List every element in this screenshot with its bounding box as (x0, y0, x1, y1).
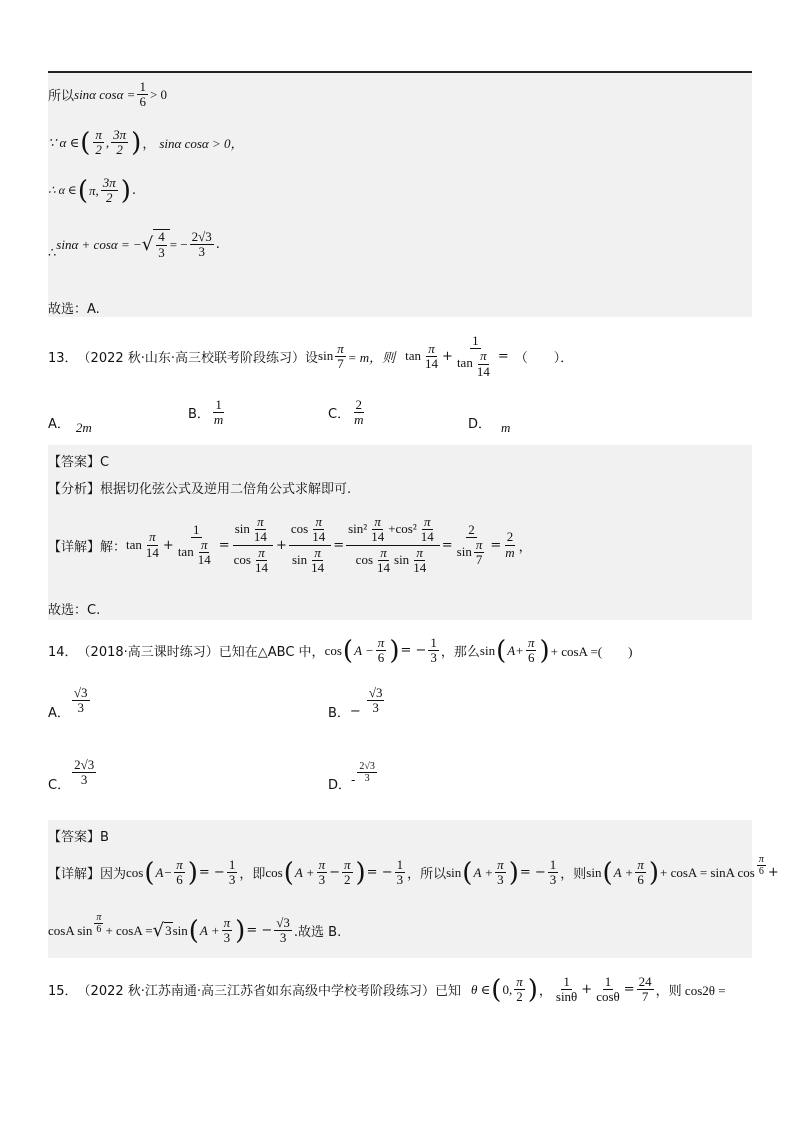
math: ∵ α ∈ (48, 134, 80, 150)
math: = m，则 (347, 349, 396, 365)
math: π, (88, 182, 99, 198)
question-source: （2022 秋·江苏南通·高三江苏省如东高级中学校考阶段练习）已知 (77, 984, 462, 1000)
q14-detail-line-2: cosA sin $\frac{\pi}{6}$ + cosA = √ 3 sin ( A + $\frac{\pi}{3}$ ) = − $\frac{√3}{3}$ .故选 B. (48, 912, 342, 946)
prev-line-2: ∵ α ∈ ( $\frac{\pi}{2}$ , $\frac{3\pi}{2}$ ) ， sinα cosα > 0， (48, 127, 244, 158)
question-number: 14． (48, 645, 78, 661)
question-number: 15． (48, 984, 78, 1000)
fraction: $\frac{\pi}{2}$ (95, 127, 102, 158)
prev-line-4 (48, 228, 220, 261)
math: ∴ α ∈ (48, 183, 77, 198)
q13-option-b[interactable]: B． $\frac{1}{m}$ (188, 397, 224, 428)
fraction: $\frac{1}{6}$ (139, 79, 146, 110)
previous-solution-panel (48, 73, 752, 317)
prev-line-3: ∴ α ∈ ( π, $\frac{3\pi}{2}$ ) . (48, 175, 137, 206)
detail-label: 【详解】解： (48, 539, 127, 555)
fraction: $\frac{\pi}{14}$ (425, 340, 439, 371)
sqrt: √ $\frac{4}{3}$ (142, 229, 170, 260)
q13-choice: 故选：C. (48, 603, 101, 618)
q13-answer: 【答案】C (48, 455, 110, 470)
q13-option-a[interactable]: A． 2m (48, 416, 92, 435)
q14-option-b[interactable]: B． − $\frac{√3}{3}$ (328, 684, 383, 721)
math: . (131, 183, 137, 199)
q13-analysis: 【分析】根据切化弦公式及逆用二倍角公式求解即可. (48, 482, 352, 497)
q14-stem: 14． （2018·高三课时练习）已知在△ABC 中， cos ( A − $\frac{\pi}{6}$ ) = − $\frac{1}{3}$ ，那么 sin ( A+ $\frac{\pi}{6}$ ) + cosA =( ) (48, 635, 633, 666)
q14-answer: 【答案】B (48, 830, 109, 845)
prev-line-1 (48, 80, 167, 110)
math: + (442, 348, 453, 364)
math: = (497, 348, 509, 364)
math: ∴ (48, 246, 57, 261)
fraction: $\frac{3\pi}{2}$ (113, 127, 127, 158)
math: . (215, 237, 220, 252)
prev-choice: 故选：A. (48, 302, 100, 317)
fraction: $\frac{2√3}{3}$ (191, 228, 212, 259)
fraction: 1 tan $\frac{\pi}{14}$ (456, 333, 490, 379)
question-source: （2022 秋·山东·高三校联考阶段练习）设 (77, 350, 319, 366)
question-number: 13． (48, 350, 78, 366)
q13-detail: 【详解】解： tan $\frac{\pi}{14}$ + 1 tan $\frac{\pi}{14}$ = sin $\frac{\pi}{14}$ cos $\frac{\pi}{14}$ + cos $\frac{\pi}{14}$ sin $\frac{\pi}{14}$ = sin² $\frac{\pi}{14}$ +cos² $\frac{\pi}{14}$ cos $\frac{\pi}{14}$ sin $\frac{\pi}{14}$ = 2 sin $\frac{\pi}{7}$ = $\frac{2}{m}$ ， (48, 514, 532, 575)
q14-option-a[interactable]: A． $\frac{√3}{3}$ (48, 684, 88, 721)
math: sinα cosα = (74, 86, 136, 102)
math: sinα cosα > 0， (159, 136, 244, 152)
q14-detail-line-1: 【详解】因为 cos ( A− $\frac{\pi}{6}$ ) = − $\frac{1}{3}$ ，即 cos ( A + $\frac{\pi}{3}$ − $\frac{\pi}{2}$ ) = − $\frac{1}{3}$ ，所以 sin ( A + $\frac{\pi}{3}$ ) = − $\frac{1}{3}$ ，则 sin ( A + $\frac{\pi}{6}$ ) + cosA = sinA cos $\frac{\pi}{6}$ + (48, 854, 779, 888)
math: sin (318, 348, 334, 364)
math: > 0 (149, 86, 168, 102)
fraction: $\frac{\pi}{7}$ (337, 340, 344, 371)
text: ， (142, 137, 156, 153)
q13-option-c[interactable]: C． $\frac{2}{m}$ (328, 397, 364, 428)
q15-stem: 15． （2022 秋·江苏南通·高三江苏省如东高级中学校考阶段练习）已知 θ ∈ ( 0, $\frac{\pi}{2}$ ) ， $\frac{1}{\sin\theta}$ + $\frac{1}{\cos\theta}$ = $\frac{24}{7}$ ，则 cos2θ = (48, 974, 726, 1005)
math: tan (405, 348, 422, 364)
text: 所以 (48, 89, 75, 105)
math: sinα + cosα = − (56, 236, 142, 252)
q14-option-d[interactable]: D． - $\frac{2√3}{3}$ (328, 761, 375, 793)
fraction: $\frac{3\pi}{2}$ (102, 175, 116, 206)
question-source: （2018·高三课时练习）已知在△ABC 中， (77, 645, 325, 661)
math: = − (169, 236, 188, 252)
q13-stem (48, 334, 573, 379)
q14-option-c[interactable]: C． $\frac{2√3}{3}$ (48, 756, 95, 793)
blank: （ ）． (514, 350, 574, 366)
q13-option-d[interactable]: D． m (468, 416, 511, 435)
